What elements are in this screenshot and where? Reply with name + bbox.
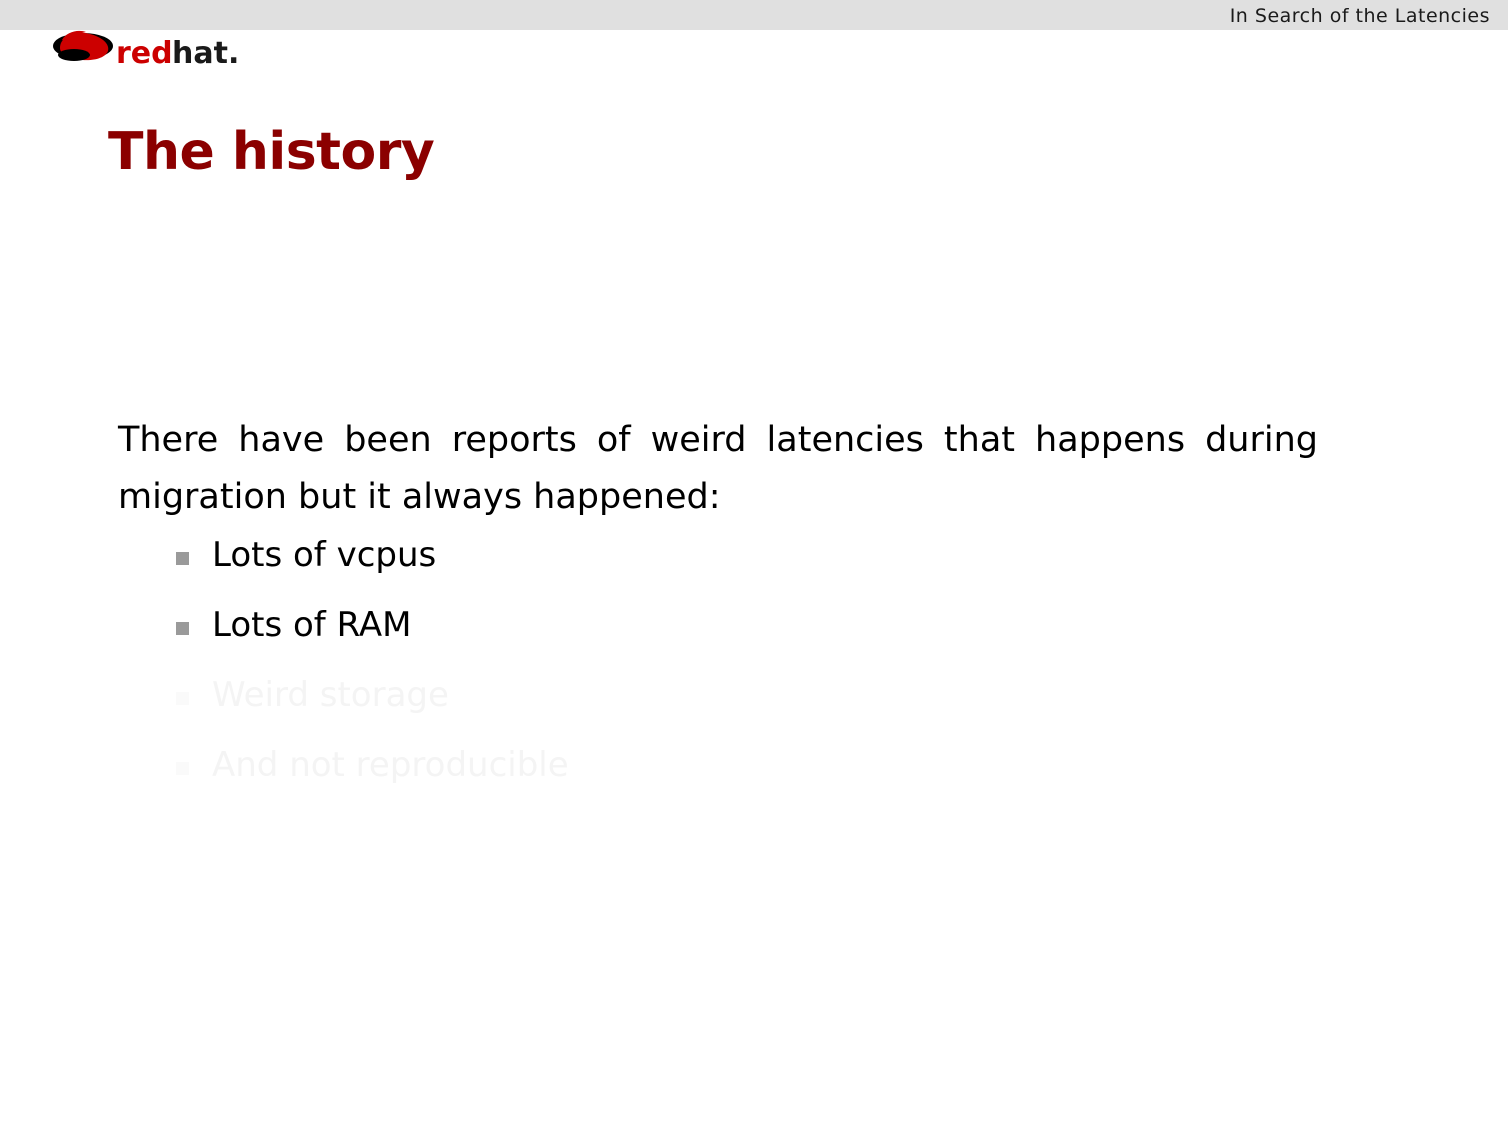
list-item (170, 605, 1270, 645)
list-item-label: And not reproducible (212, 745, 569, 785)
square-bullet-icon (176, 552, 189, 565)
square-bullet-icon (176, 692, 189, 705)
body-paragraph: There have been reports of weird latencies that happens during migration but it always happened: (118, 420, 1318, 517)
square-bullet-icon (176, 762, 189, 775)
list-item-label: Weird storage (212, 675, 449, 715)
list-item (170, 745, 1270, 785)
redhat-shadowman-icon (53, 31, 113, 61)
list-item-label: Lots of RAM (212, 605, 412, 645)
page-title: The history (108, 122, 435, 182)
redhat-wordmark (116, 36, 239, 71)
svg-text:hat.: hat. (172, 36, 240, 71)
list-item-label: Lots of vcpus (212, 535, 437, 575)
list-item (170, 535, 1270, 575)
running-title: In Search of the Latencies (1229, 5, 1490, 27)
square-bullet-icon (176, 622, 189, 635)
bullet-list (170, 535, 1270, 818)
svg-text:red: red (116, 36, 173, 71)
list-item (170, 675, 1270, 715)
redhat-logo (50, 26, 245, 71)
